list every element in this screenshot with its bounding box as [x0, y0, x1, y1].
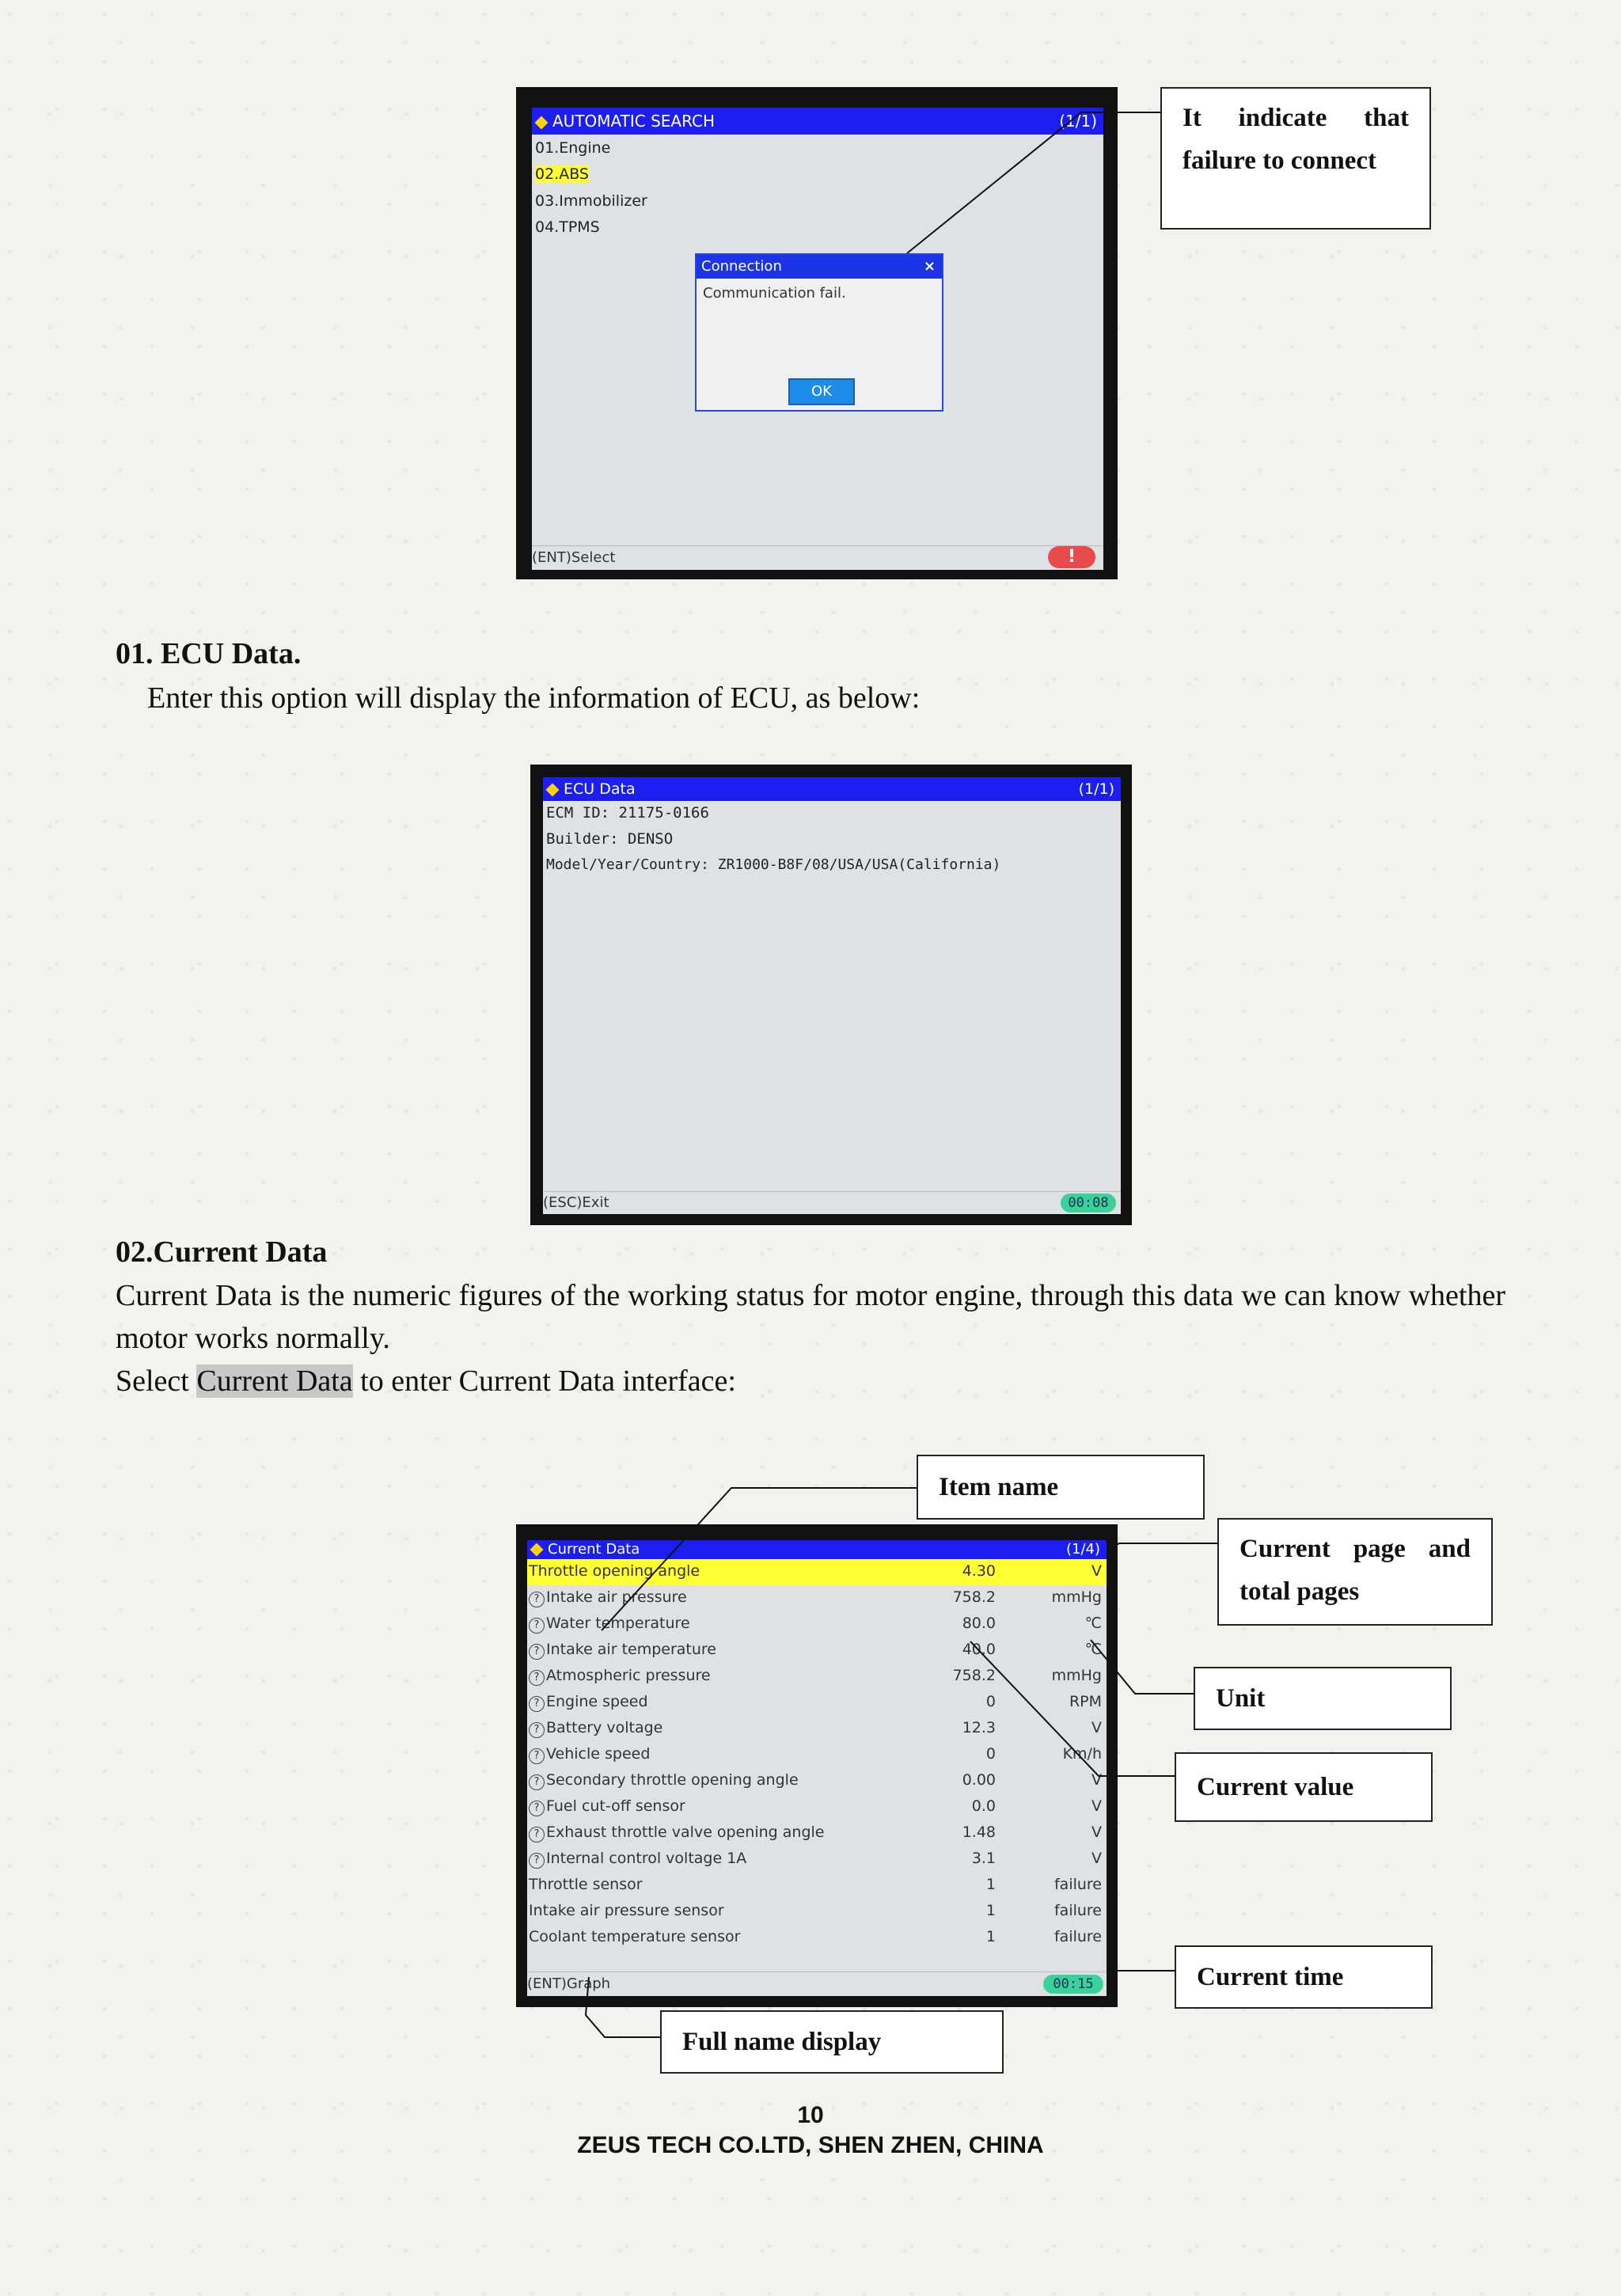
- current-data-highlight: Current Data: [196, 1364, 353, 1398]
- row-item-name-text: Engine speed: [546, 1693, 648, 1710]
- row-unit: failure: [1053, 1876, 1102, 1893]
- row-item-name-text: Secondary throttle opening angle: [546, 1771, 799, 1789]
- row-item-name-text: Coolant temperature sensor: [529, 1928, 741, 1945]
- ecu-line-model: Model/Year/Country: ZR1000-B8F/08/USA/USA(California): [546, 856, 1001, 873]
- screen2-time: 00:08: [1061, 1194, 1116, 1213]
- dialog-message: Communication fail.: [703, 285, 846, 302]
- section1-text: Enter this option will display the information of ECU, as below:: [147, 681, 921, 715]
- row-current-value: 80.0: [962, 1615, 996, 1632]
- section2-text1: Current Data is the numeric figures of the working status for motor engine, through this data we can know whether motor works normally.: [116, 1279, 1505, 1355]
- row-current-value: 1: [985, 1928, 996, 1945]
- row-current-value: 0: [985, 1745, 996, 1763]
- company-footer: ZEUS TECH CO.LTD, SHEN ZHEN, CHINA: [577, 2132, 1044, 2158]
- row-item-name-text: Exhaust throttle valve opening angle: [546, 1824, 825, 1841]
- row-current-value: 1: [985, 1876, 996, 1893]
- row-current-value: 3.1: [971, 1850, 996, 1867]
- menu-item-abs[interactable]: 02.ABS: [535, 165, 589, 183]
- screen2-page-indicator: (1/1): [1078, 780, 1114, 798]
- row-unit: V: [1091, 1562, 1102, 1580]
- row-unit: V: [1091, 1771, 1102, 1789]
- callout-full-name-text: Full name display: [682, 2028, 882, 2056]
- help-icon[interactable]: ?: [529, 1670, 545, 1686]
- row-unit: failure: [1053, 1928, 1102, 1945]
- row-unit: V: [1091, 1850, 1102, 1867]
- row-item-name-text: Throttle sensor: [529, 1876, 643, 1893]
- help-icon[interactable]: ?: [529, 1618, 545, 1634]
- row-unit: Km/h: [1062, 1745, 1102, 1763]
- row-current-value: 0: [985, 1693, 996, 1710]
- menu-item-tpms[interactable]: 04.TPMS: [535, 218, 600, 236]
- ecu-line-ecm-id: ECM ID: 21175-0166: [546, 804, 709, 822]
- leader-unit: [1091, 1640, 1194, 1694]
- section2-heading: 02.Current Data: [116, 1235, 328, 1269]
- row-item-name-text: Battery voltage: [546, 1719, 663, 1736]
- row-current-value: 1.48: [962, 1824, 996, 1841]
- row-item-name-text: Intake air pressure sensor: [529, 1902, 724, 1919]
- section2-text2-pre: Select: [116, 1364, 197, 1398]
- callout-current-value-text: Current value: [1197, 1773, 1354, 1801]
- row-current-value: 758.2: [952, 1667, 996, 1684]
- row-current-value: 1: [985, 1902, 996, 1919]
- help-icon[interactable]: ?: [529, 1696, 545, 1712]
- row-current-value: 12.3: [962, 1719, 996, 1736]
- leader-item-name: [602, 1488, 917, 1630]
- warning-icon: !: [1048, 546, 1095, 568]
- row-item-name-text: Throttle opening angle: [529, 1562, 700, 1580]
- screen3-title: Current Data: [548, 1541, 640, 1558]
- section2-text2-post: to enter Current Data interface:: [352, 1364, 736, 1398]
- help-icon[interactable]: ?: [529, 1722, 545, 1738]
- help-icon[interactable]: ?: [529, 1748, 545, 1764]
- row-unit: V: [1091, 1797, 1102, 1815]
- callout-unit-text: Unit: [1216, 1684, 1266, 1713]
- leader-current-page: [1108, 1543, 1217, 1550]
- row-item-name-text: Fuel cut-off sensor: [546, 1797, 685, 1815]
- menu-item-immobilizer[interactable]: 03.Immobilizer: [535, 192, 647, 210]
- screen2-title: ECU Data: [564, 780, 636, 798]
- row-item-name-text: Atmospheric pressure: [546, 1667, 711, 1684]
- ecu-line-builder: Builder: DENSO: [546, 830, 674, 848]
- row-unit: ℃: [1084, 1641, 1102, 1658]
- row-unit: mmHg: [1051, 1588, 1102, 1606]
- callout-current-page-text: Current page and total pages: [1239, 1535, 1471, 1606]
- row-unit: V: [1091, 1719, 1102, 1736]
- ok-button[interactable]: OK: [788, 378, 855, 405]
- callout-current-time-text: Current time: [1197, 1963, 1344, 1991]
- row-item-name-text: Intake air pressure: [546, 1588, 687, 1606]
- row-item-name-text: Internal control voltage 1A: [546, 1850, 747, 1867]
- leader-full-name: [586, 1977, 660, 2037]
- row-unit: RPM: [1069, 1693, 1102, 1710]
- screen3-page-indicator: (1/4): [1065, 1541, 1100, 1558]
- help-icon[interactable]: ?: [529, 1827, 545, 1842]
- leader-current-value: [970, 1641, 1175, 1776]
- help-icon[interactable]: ?: [529, 1801, 545, 1816]
- screen1-page-indicator: (1/1): [1059, 112, 1097, 131]
- row-unit: mmHg: [1051, 1667, 1102, 1684]
- row-item-name-text: Vehicle speed: [546, 1745, 651, 1763]
- help-icon[interactable]: ?: [529, 1592, 545, 1607]
- screen3-time: 00:15: [1043, 1975, 1103, 1994]
- callout-failure-text: It indicate that failure to connect: [1183, 104, 1409, 175]
- row-unit: V: [1091, 1824, 1102, 1841]
- screen3-footer-hint: (ENT)Graph: [527, 1975, 611, 1992]
- section1-heading: 01. ECU Data.: [116, 637, 302, 670]
- row-current-value: 40.0: [962, 1641, 996, 1658]
- leader-failure: [907, 112, 1160, 253]
- row-item-name-text: Intake air temperature: [546, 1641, 716, 1658]
- help-icon[interactable]: ?: [529, 1644, 545, 1660]
- row-item-name-text: Water temperature: [546, 1615, 690, 1632]
- screen2-footer-hint: (ESC)Exit: [543, 1194, 609, 1211]
- help-icon[interactable]: ?: [529, 1853, 545, 1869]
- row-unit: ℃: [1084, 1615, 1102, 1632]
- screen1-footer-hint: (ENT)Select: [532, 549, 616, 566]
- help-icon[interactable]: ?: [529, 1774, 545, 1790]
- screen1-title: AUTOMATIC SEARCH: [552, 112, 716, 131]
- row-current-value: 0.00: [962, 1771, 996, 1789]
- menu-item-engine[interactable]: 01.Engine: [535, 139, 611, 157]
- page-number: 10: [797, 2102, 824, 2128]
- row-current-value: 758.2: [952, 1588, 996, 1606]
- close-icon[interactable]: ×: [923, 258, 936, 275]
- row-current-value: 4.30: [962, 1562, 996, 1580]
- row-current-value: 0.0: [971, 1797, 996, 1815]
- dialog-title: Connection: [701, 258, 782, 275]
- callout-item-name-text: Item name: [939, 1473, 1059, 1501]
- row-unit: failure: [1053, 1902, 1102, 1919]
